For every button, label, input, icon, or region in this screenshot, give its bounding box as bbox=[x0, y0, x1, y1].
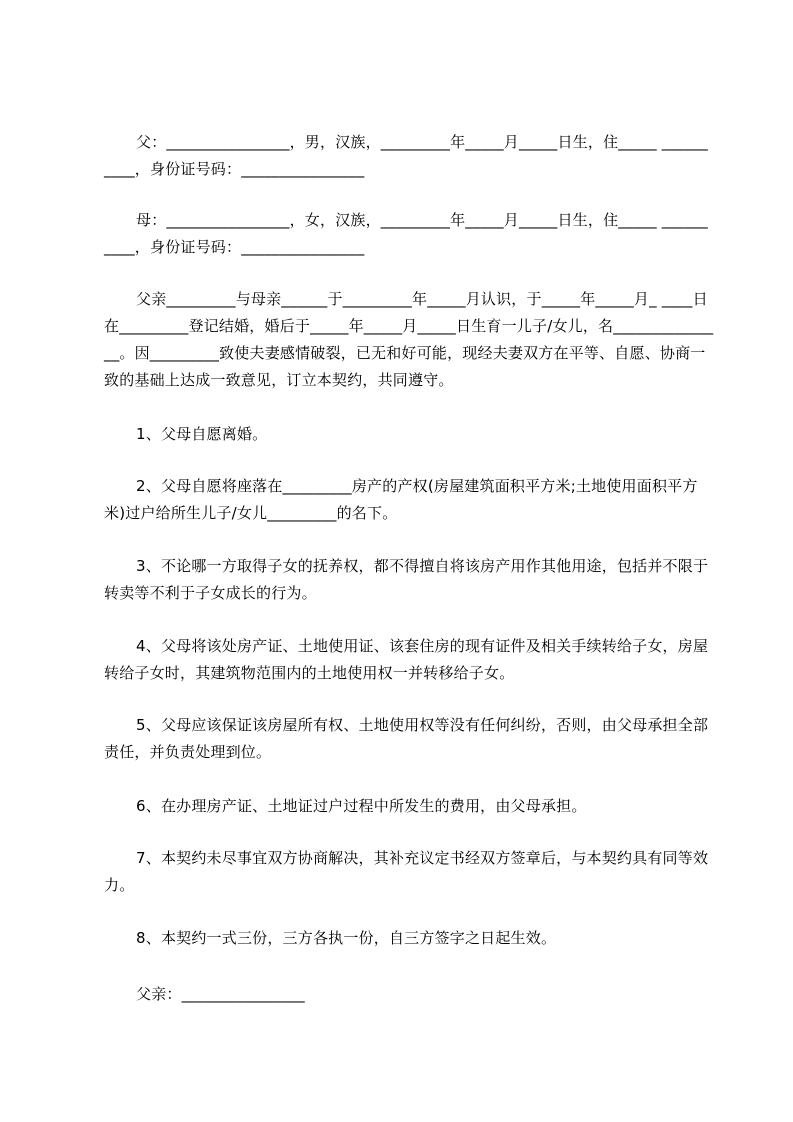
background-paragraph: 父亲_________与母亲______于_________年_____月认识，于_____年_____月_ ____日在_________登记结婚，婚后于_____年_____月_____日生育一儿子/女儿，名_______________。因_________致使夫妻感情破裂，已无和好可能，现经夫妻双方在平等、自愿、协商一致的基础上达成一致意见，订立本契约，共同遵守。 bbox=[104, 290, 714, 389]
clause-5: 5、父母应该保证该房屋所有权、土地使用权等没有任何纠纷，否则，由父母承担全部责任，并负责处理到位。 bbox=[104, 716, 709, 761]
mother-info-paragraph: 母：________________，女，汉族，_________年_____月_____日生，住_____ __________，身份证号码：________________ bbox=[104, 211, 708, 256]
clause-7: 7、本契约未尽事宜双方协商解决，其补充议定书经双方签章后，与本契约具有同等效力。 bbox=[104, 849, 709, 894]
clause-4: 4、父母将该处房产证、土地使用证、该套住房的现有证件及相关手续转给子女，房屋转给子女时，其建筑物范围内的土地使用权一并转移给子女。 bbox=[104, 637, 709, 682]
clause-2: 2、父母自愿将座落在_________房产的产权(房屋建筑面积平方米;土地使用面积平方米)过户给所生儿子/女儿_________的名下。 bbox=[104, 477, 698, 522]
father-signature-line: 父亲：________________ bbox=[136, 985, 305, 1003]
clause-8: 8、本契约一式三份，三方各执一份，自三方签字之日起生效。 bbox=[136, 929, 557, 947]
father-info-paragraph: 父：________________，男，汉族，_________年_____月_____日生，住_____ __________，身份证号码：________________ bbox=[104, 133, 708, 178]
clause-1: 1、父母自愿离婚。 bbox=[136, 425, 268, 443]
clause-6: 6、在办理房产证、土地证过户过程中所发生的费用，由父母承担。 bbox=[136, 797, 587, 815]
clause-3: 3、不论哪一方取得子女的抚养权，都不得擅自将该房产用作其他用途，包括并不限于转卖等不利于子女成长的行为。 bbox=[104, 557, 709, 602]
